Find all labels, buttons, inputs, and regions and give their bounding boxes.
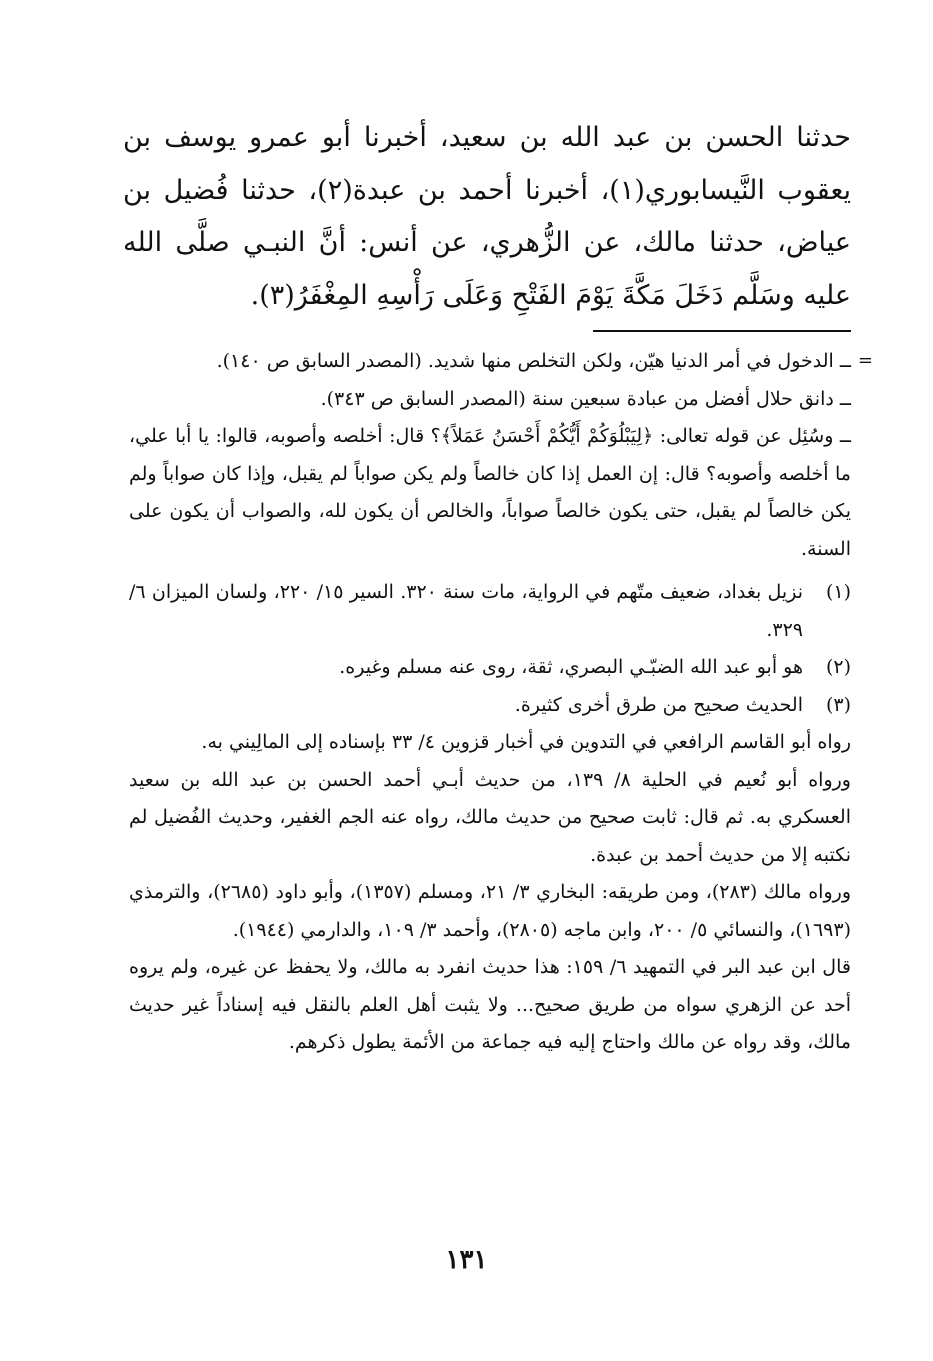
main-text (123, 112, 851, 322)
footnote-2 (129, 649, 851, 687)
footnote-3 (129, 687, 851, 725)
footnote-text: هو أبو عبد الله الضبّـي البصري، ثقة، روى عنه مسلم وغيره. (339, 656, 803, 678)
footnote-detail: ورواه مالك (٢٨٣)، ومن طريقه: البخاري ٣/ ٢١، ومسلم (١٣٥٧)، وأبو داود (٢٦٨٥)، والترمذي (١٦٩٣)، والنسائي ٥/ ٢٠٠، وابن ماجه (٢٨٠٥)، وأحمد ٣/ ١٠٩، والدارمي (١٩٤٤). (129, 881, 851, 941)
main-paragraph: حدثنا الحسن بن عبد الله بن سعيد، أخبرنا أبو عمرو يوسف بن يعقوب النَّيسابوري(١)، أخبرنا أحمد بن عبدة(٢)، حدثنا فُضيل بن عياض، حدثنا مالك، عن الزُّهري، عن أنس: أنَّ النبـي صلَّى الله عليه وسَلَّم دَخَلَ مَكَّةَ يَوْمَ الفَتْحِ وَعَلَى رَأْسِهِ المِغْفَرُ(٣). (123, 122, 851, 311)
continued-note: ــ وسُئِل عن قوله تعالى: ﴿لِيَبْلُوَكُمْ أَيُّكُمْ أَحْسَنُ عَمَلاً﴾؟ قال: أخلصه وأصوبه، قالوا: يا أبا علي، ما أخلصه وأصوبه؟ قال: إن العمل إذا كان خالصاً ولم يكن صواباً لم يقبل، وإذا كان صواباً ولم يكن خالصاً لم يقبل، حتى يكون خالصاً صواباً، والخالص أن يكون لله، والصواب أن يكون على السنة. (129, 425, 851, 560)
continued-note: ــ دانق حلال أفضل من عبادة سبعين سنة (المصدر السابق ص ٣٤٣). (320, 387, 851, 410)
footnotes-section (129, 343, 851, 1062)
footnote-detail: ورواه أبو نُعيم في الحلية ٨/ ١٣٩، من حديث أبـي أحمد الحسن بن عبد الله بن سعيد العسكري به. ثم قال: ثابت صحيح من حديث مالك، رواه عنه الجم الغفير، وحديث الفُضيل لم نكتبه إلا من حديث أحمد بن عبدة. (129, 768, 851, 866)
footnote-number: (٣) (825, 693, 851, 716)
continued-note: ــ الدخول في أمر الدنيا هيّن، ولكن التخلص منها شديد. (المصدر السابق ص ١٤٠). (216, 350, 851, 372)
footnote-divider (593, 330, 851, 332)
footnote-1 (129, 574, 851, 649)
footnote-number: (١) (825, 581, 851, 603)
continuation-mark: = (857, 350, 873, 371)
footnote-text: نزيل بغداد، ضعيف متّهم في الرواية، مات سنة ٣٢٠. السير ١٥/ ٢٢٠، ولسان الميزان ٦/ ٣٢٩. (129, 581, 803, 641)
footnote-detail: رواه أبو القاسم الرافعي في التدوين في أخبار قزوين ٤/ ٣٣ بإسناده إلى المالِيني به. (201, 731, 851, 753)
page-number: ١٣١ (445, 1245, 488, 1275)
footnote-detail: قال ابن عبد البر في التمهيد ٦/ ١٥٩: هذا حديث انفرد به مالك، ولا يحفظ عن غيره، ولم يروه أحد عن الزهري سواه من طريق صحيح... ولا يثبت أهل العلم بالنقل فيه إسناداً غير حديث مالك، وقد رواه عن مالك واحتاج إليه فيه جماعة من الأئمة يطول ذكرهم. (129, 956, 851, 1053)
footnote-text: الحديث صحيح من طرق أخرى كثيرة. (514, 693, 803, 716)
footnote-number: (٢) (825, 656, 851, 678)
